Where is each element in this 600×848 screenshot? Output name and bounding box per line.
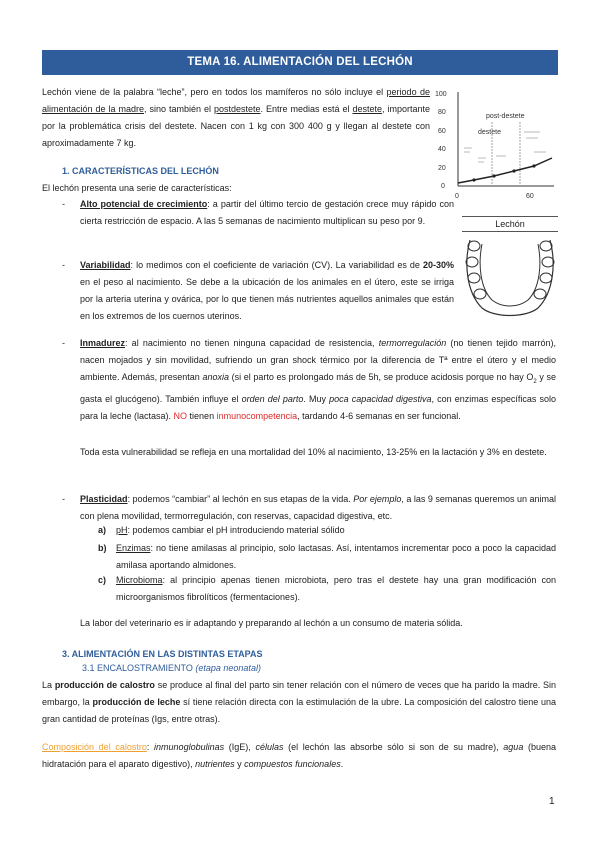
plasticity-item-enzymes: Enzimas: no tiene amilasas al principio, solo lactasas. Así, intentamos incrementar poco a poco la capacidad amilasa aportando almidones.	[116, 543, 556, 570]
page-title: TEMA 16. ALIMENTACIÓN DEL LECHÓN	[42, 50, 558, 75]
y-tick: 0	[441, 183, 445, 190]
colostrum-composition-paragraph: Composición del calostro: inmunoglobulinas (IgE), células (el lechón las absorbe sólo si son de su madre), agua (buena hidratación para el aparato digestivo), nutrientes y compuestos funcionales.	[42, 742, 557, 769]
section-1-heading: 1. CARACTERÍSTICAS DEL LECHÓN	[62, 166, 219, 176]
characteristic-growth: Alto potencial de crecimiento: a partir del último tercio de gestación crece muy rápido con cierta restricción de espacio. A las 5 semanas de nacimiento multiplican su peso por 9.	[80, 199, 454, 226]
plasticity-item-microbiome: Microbioma: al principio apenas tienen microbiota, pero tras el destete hay una gran modificación con microorganismos fibrolíticos (fermentaciones).	[116, 575, 556, 602]
y-tick: 100	[435, 91, 447, 98]
bullet-dash: -	[62, 199, 65, 209]
vet-role-note: La labor del veterinario es ir adaptando y preparando al lechón a un consumo de materia sólida.	[80, 618, 463, 628]
y-tick: 80	[438, 109, 446, 116]
intro-paragraph: Lechón viene de la palabra “leche”, pero en todos los mamíferos no sólo incluye el periodo de alimentación de la madre, sino también el postdestete. Entre medias está el destete, importante por la problemática crisis del destete. Nacen con 1 kg con 300 400 g y llegan al destete con aproximadamente 7 kg.	[42, 87, 431, 148]
list-label: a)	[98, 525, 107, 535]
x-tick: 0	[455, 193, 459, 200]
destete-label: destete	[478, 129, 501, 136]
colostrum-paragraph: La producción de calostro se produce al final del parto sin tener relación con el número de veces que ha parido la madre. Sin embargo, la producción de leche sí tiene relación directa con la estimulación de la ubre. La composición del calostro tiene una gran cantidad de proteínas (Igs, entre otras).	[42, 680, 556, 724]
list-label: c)	[98, 575, 107, 585]
page-number: 1	[549, 796, 555, 807]
bullet-dash: -	[62, 338, 65, 348]
section-1-lead: El lechón presenta una serie de características:	[42, 183, 232, 193]
bullet-dash: -	[62, 494, 65, 504]
characteristic-immaturity: Inmadurez: al nacimiento no tienen ninguna capacidad de resistencia, termorregulación (no tienen tejido marrón), nacen mojados y sin movilidad, sufriendo un gran shock térmico por la diferencia de Tª entre el útero y el medio ambiente. Además, presentan anoxia (si el parto es prolongado más de 5h, se produce acidosis porque no hay $O_2$ y se gasta el glucógeno). También influye el orden del parto. Muy poca capacidad digestiva, con enzimas específicas solo para la leche (lactasa). NO tienen inmunocompetencia, tardando 4-6 semanas en ser funcional.	[80, 338, 557, 421]
section-3-heading: 3. ALIMENTACIÓN EN LAS DISTINTAS ETAPAS	[62, 649, 263, 659]
characteristic-plasticity: Plasticidad: podemos “cambiar” al lechón en sus etapas de la vida. Por ejemplo, a las 9 semanas queremos un animal con plena movilidad, termorregulación, con reservas, capacidad digestiva, etc.	[80, 494, 557, 521]
y-tick: 20	[438, 165, 446, 172]
list-label: b)	[98, 543, 107, 553]
chart-caption: Lechón	[462, 216, 558, 232]
growth-chart-image	[434, 86, 558, 210]
mortality-note: Toda esta vulnerabilidad se refleja en una mortalidad del 10% al nacimiento, 13-25% en la lactación y 3% en destete.	[80, 447, 547, 457]
bullet-dash: -	[62, 260, 65, 270]
subsection-3-1-heading: 3.1 ENCALOSTRAMIENTO (etapa neonatal)	[82, 663, 261, 673]
sow-teats-illustration	[460, 232, 560, 320]
y-tick: 60	[438, 128, 446, 135]
post-destete-label: post-destete	[486, 113, 525, 120]
characteristic-variability: Variabilidad: lo medimos con el coeficiente de variación (CV). La variabilidad es de 20-30% en el peso al nacimiento. Se debe a la ubicación de los animales en el útero, este se irriga por la arteria uterina y ovárica, por lo que tienen más nutrientes aquellos animales que están en los extremos de los cuernos uterinos.	[80, 260, 454, 321]
y-tick: 40	[438, 146, 446, 153]
x-tick: 60	[526, 193, 534, 200]
plasticity-item-ph: pH: podemos cambiar el pH introduciendo material sólido	[116, 525, 345, 535]
